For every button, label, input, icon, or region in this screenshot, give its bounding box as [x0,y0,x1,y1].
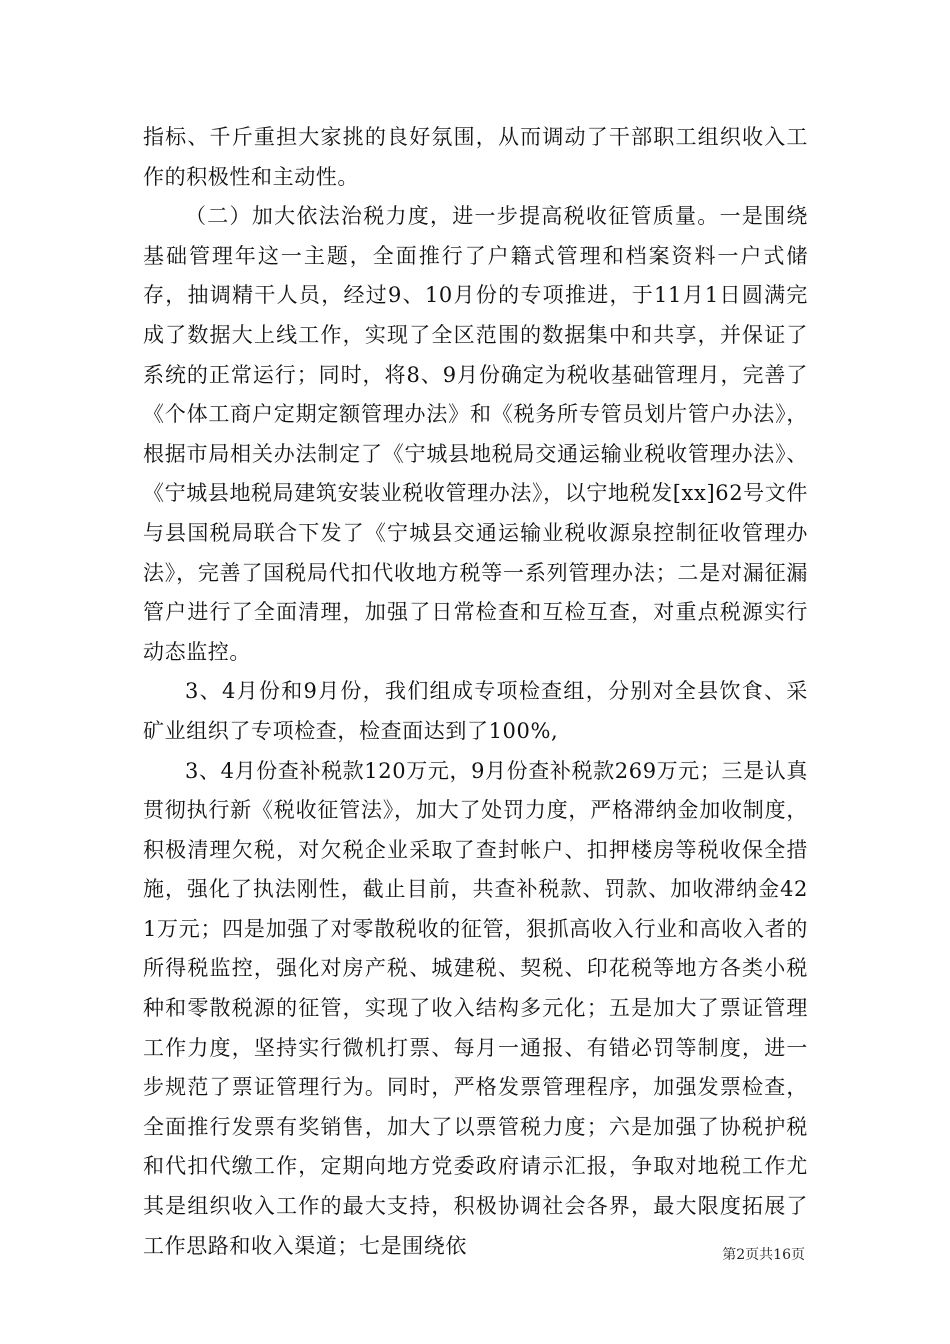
paragraph-2: （二）加大依法治税力度，进一步提高税收征管质量。一是围绕基础管理年这一主题，全面推行了户籍式管理和档案资料一户式储存，抽调精干人员，经过9、10月份的专项推进，于11月1日圆满完成了数据大上线工作，实现了全区范围的数据集中和共享，并保证了系统的正常运行；同时，将8、9月份确定为税收基础管理月，完善了《个体工商户定期定额管理办法》和《税务所专管员划片管户办法》，根据市局相关办法制定了《宁城县地税局交通运输业税收管理办法》、《宁城县地税局建筑安装业税收管理办法》，以宁地税发[xx]62号文件与县国税局联合下发了《宁城县交通运输业税收源泉控制征收管理办法》，完善了国税局代扣代收地方税等一系列管理办法；二是对漏征漏管户进行了全面清理，加强了日常检查和互检互查，对重点税源实行动态监控。 [143,204,808,664]
page-number: 第2页共16页 [722,1247,805,1263]
paragraph-4: 3、4月份查补税款120万元，9月份查补税款269万元；三是认真贯彻执行新《税收征管法》，加大了处罚力度，严格滞纳金加收制度，积极清理欠税，对欠税企业采取了查封帐户、扣押楼房等税收保全措施，强化了执法刚性，截止目前，共查补税款、罚款、加收滞纳金421万元；四是加强了对零散税收的征管，狠抓高收入行业和高收入者的所得税监控，强化对房产税、城建税、契税、印花税等地方各类小税种和零散税源的征管，实现了收入结构多元化；五是加大了票证管理工作力度，坚持实行微机打票、每月一通报、有错必罚等制度，进一步规范了票证管理行为。同时，严格发票管理程序，加强发票检查，全面推行发票有奖销售，加大了以票管税力度；六是加强了协税护税和代扣代缴工作，定期向地方党委政府请示汇报，争取对地税工作尤其是组织收入工作的最大支持，积极协调社会各界，最大限度拓展了工作思路和收入渠道；七是围绕依 [143,758,808,1258]
document-body [143,118,808,1266]
paragraph-3: 3、4月份和9月份，我们组成专项检查组，分别对全县饮食、采矿业组织了专项检查，检查面达到了100%, [143,679,808,743]
paragraph-1: 指标、千斤重担大家挑的良好氛围，从而调动了干部职工组织收入工作的积极性和主动性。 [143,125,808,189]
